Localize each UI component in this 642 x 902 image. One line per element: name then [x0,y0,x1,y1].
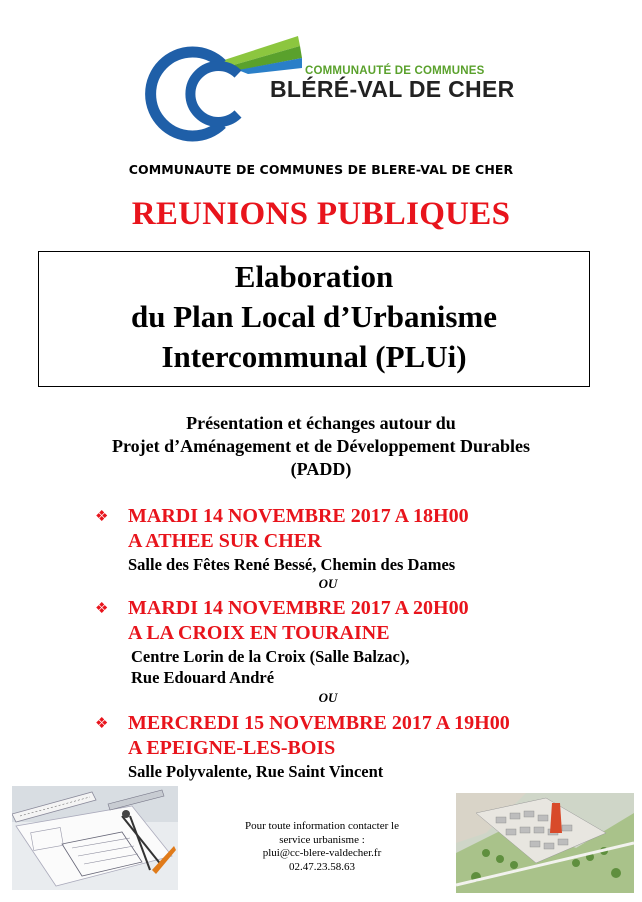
meeting-place: A EPEIGNE-LES-BOIS [128,737,336,759]
contact-line: Pour toute information contacter le [245,820,399,832]
intro [0,412,642,481]
contact-info [212,820,432,874]
meeting-date: MARDI 14 NOVEMBRE 2017 A 18H00 [128,505,469,527]
separator-ou: OU [318,690,338,705]
meeting-venue: Salle Polyvalente, Rue Saint Vincent [128,762,384,781]
meeting-place: A LA CROIX EN TOURAINE [128,622,390,644]
separator-ou: OU [318,576,338,591]
title-line: Intercommunal (PLUi) [161,339,467,374]
meeting-venue: Rue Edouard André [131,668,275,687]
meeting-item [95,504,615,575]
headline: REUNIONS PUBLIQUES [131,196,511,232]
contact-email: plui@cc-blere-valdecher.fr [262,847,382,859]
logo-subtitle: COMMUNAUTÉ DE COMMUNES [305,65,485,77]
intro-line: (PADD) [290,459,352,479]
intro-line: Projet d’Aménagement et de Développement Durables [111,436,531,456]
title-line: du Plan Local d’Urbanisme [130,299,498,334]
meeting-date: MARDI 14 NOVEMBRE 2017 A 20H00 [128,597,469,619]
meeting-item [95,711,615,782]
contact-line: service urbanisme : [279,833,365,846]
urban-plan-photo [456,793,634,893]
logo-name: BLÉRÉ-VAL DE CHER [270,76,515,102]
meeting-venue: Centre Lorin de la Croix (Salle Balzac), [131,647,410,666]
architecture-plans-photo [12,786,178,890]
intro-line: Présentation et échanges autour du [186,413,456,433]
title-box [38,251,590,387]
diamond-bullet-icon: ❖ [95,509,109,525]
meeting-place: A ATHEE SUR CHER [128,530,322,552]
meeting-item [95,596,615,688]
title-line: Elaboration [234,259,394,294]
meeting-venue: Salle des Fêtes René Bessé, Chemin des Dames [128,555,456,574]
contact-phone: 02.47.23.58.63 [289,860,355,873]
diamond-bullet-icon: ❖ [95,601,109,617]
logo [130,18,515,146]
organization-name: COMMUNAUTE DE COMMUNES DE BLERE-VAL DE CHER [128,162,514,177]
meeting-date: MERCREDI 15 NOVEMBRE 2017 A 19H00 [128,712,510,734]
diamond-bullet-icon: ❖ [95,716,109,732]
